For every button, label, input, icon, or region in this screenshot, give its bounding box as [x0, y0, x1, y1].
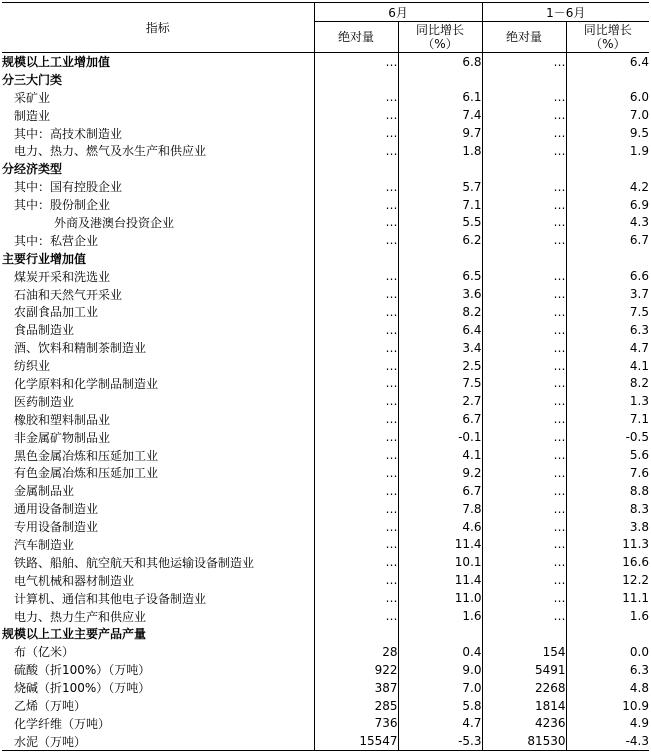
- cum-abs-cell: …: [482, 124, 566, 142]
- cum-abs-cell: 4236: [482, 714, 566, 732]
- month-yoy-cell: 6.5: [398, 267, 482, 285]
- month-yoy-cell: 5.8: [398, 697, 482, 715]
- cum-yoy-cell: 16.6: [566, 553, 649, 571]
- table-row: [2, 231, 649, 249]
- month-yoy-cell: 3.4: [398, 339, 482, 357]
- cum-abs-cell: …: [482, 589, 566, 607]
- section-row: [2, 70, 649, 88]
- cum-yoy-cell: 7.1: [566, 410, 649, 428]
- cum-yoy-cell: 1.3: [566, 392, 649, 410]
- cum-yoy-cell: 1.9: [566, 142, 649, 160]
- month-yoy-cell: 6.2: [398, 231, 482, 249]
- cum-abs-cell: 2268: [482, 679, 566, 697]
- cum-yoy-cell: 10.9: [566, 697, 649, 715]
- table-row: [2, 679, 649, 697]
- table-row: [2, 357, 649, 375]
- table-row: [2, 732, 649, 750]
- table-row: [2, 196, 649, 214]
- cum-abs-cell: …: [482, 88, 566, 106]
- row-label: 其中：高技术制造业: [14, 126, 123, 141]
- cum-abs-cell: [482, 249, 566, 267]
- month-yoy-cell: [398, 160, 482, 178]
- month-abs-cell: …: [314, 321, 398, 339]
- month-abs-cell: …: [314, 196, 398, 214]
- month-yoy-header: [398, 22, 482, 53]
- cum-abs-cell: …: [482, 553, 566, 571]
- table-row: [2, 178, 649, 196]
- cum-abs-cell: …: [482, 518, 566, 536]
- month-yoy-cell: 9.7: [398, 124, 482, 142]
- table-row: [2, 88, 649, 106]
- cum-abs-cell: …: [482, 357, 566, 375]
- month-yoy-cell: -0.1: [398, 428, 482, 446]
- month-yoy-cell: 10.1: [398, 553, 482, 571]
- cum-yoy-cell: 4.1: [566, 357, 649, 375]
- month-yoy-cell: 7.4: [398, 106, 482, 124]
- cum-abs-cell: …: [482, 464, 566, 482]
- month-header: 6月: [314, 3, 482, 22]
- row-label: 橡胶和塑料制品业: [14, 412, 111, 427]
- cum-yoy-cell: 0.0: [566, 643, 649, 661]
- cum-abs-cell: …: [482, 536, 566, 554]
- row-label: 食品制造业: [14, 323, 75, 338]
- month-yoy-unit: （%）: [422, 37, 458, 51]
- cum-yoy-cell: 4.7: [566, 339, 649, 357]
- cum-yoy-unit: （%）: [590, 37, 626, 51]
- cum-abs-cell: [482, 70, 566, 88]
- row-label: 布（亿米）: [14, 645, 75, 660]
- month-yoy-cell: 7.0: [398, 679, 482, 697]
- table-row: [2, 214, 649, 232]
- cum-abs-cell: …: [482, 446, 566, 464]
- section-row: [2, 625, 649, 643]
- cum-abs-cell: …: [482, 428, 566, 446]
- month-yoy-cell: 5.5: [398, 214, 482, 232]
- month-yoy-cell: 6.1: [398, 88, 482, 106]
- month-abs-cell: …: [314, 178, 398, 196]
- month-abs-cell: [314, 160, 398, 178]
- cum-abs-cell: …: [482, 410, 566, 428]
- month-yoy-cell: 5.7: [398, 178, 482, 196]
- row-label: 石油和天然气开采业: [14, 287, 123, 302]
- cum-abs-cell: …: [482, 500, 566, 518]
- cum-yoy-cell: [566, 70, 649, 88]
- month-abs-cell: …: [314, 124, 398, 142]
- month-abs-cell: …: [314, 285, 398, 303]
- month-abs-cell: …: [314, 410, 398, 428]
- cum-yoy-cell: 7.0: [566, 106, 649, 124]
- row-label: 电气机械和器材制造业: [14, 573, 135, 588]
- cum-abs-cell: 154: [482, 643, 566, 661]
- month-yoy-cell: [398, 249, 482, 267]
- month-abs-cell: …: [314, 571, 398, 589]
- cumulative-header: 1－6月: [482, 3, 649, 22]
- month-yoy-cell: 6.7: [398, 410, 482, 428]
- cum-yoy-cell: 4.2: [566, 178, 649, 196]
- table-row: [2, 714, 649, 732]
- month-abs-cell: …: [314, 142, 398, 160]
- cum-abs-cell: …: [482, 303, 566, 321]
- cum-abs-cell: …: [482, 321, 566, 339]
- month-abs-cell: …: [314, 428, 398, 446]
- cum-yoy-header: [566, 22, 649, 53]
- table-row: [2, 518, 649, 536]
- cum-abs-header: 绝对量: [482, 22, 566, 53]
- month-abs-cell: [314, 70, 398, 88]
- row-label: 水泥（万吨）: [2, 732, 314, 750]
- table-row: [2, 124, 649, 142]
- cum-abs-cell: …: [482, 607, 566, 625]
- row-label: 金属制品业: [14, 484, 75, 499]
- table-row: [2, 643, 649, 661]
- row-label: 采矿业: [14, 90, 51, 105]
- cum-yoy-cell: 8.3: [566, 500, 649, 518]
- month-yoy-cell: 11.4: [398, 571, 482, 589]
- section-row: [2, 53, 649, 71]
- month-abs-cell: …: [314, 303, 398, 321]
- row-label: 纺织业: [14, 359, 51, 374]
- month-yoy-cell: -5.3: [398, 732, 482, 750]
- row-label: 电力、热力生产和供应业: [14, 609, 147, 624]
- month-yoy-label: 同比增长: [416, 23, 465, 37]
- month-abs-cell: …: [314, 536, 398, 554]
- table-row: [2, 571, 649, 589]
- cum-abs-cell: …: [482, 178, 566, 196]
- month-yoy-cell: 6.4: [398, 321, 482, 339]
- month-abs-cell: …: [314, 106, 398, 124]
- section-row: [2, 160, 649, 178]
- table-row: [2, 142, 649, 160]
- row-label: 铁路、船舶、航空航天和其他运输设备制造业: [14, 555, 255, 570]
- cum-yoy-cell: 5.6: [566, 446, 649, 464]
- cum-yoy-cell: 6.4: [566, 53, 649, 71]
- month-yoy-cell: 6.8: [398, 53, 482, 71]
- cum-yoy-cell: 3.7: [566, 285, 649, 303]
- row-label: 电力、热力、燃气及水生产和供应业: [14, 144, 207, 159]
- row-label: 化学纤维（万吨）: [14, 716, 111, 731]
- month-abs-cell: …: [314, 231, 398, 249]
- row-label: 化学原料和化学制品制造业: [14, 376, 159, 391]
- cum-abs-cell: …: [482, 285, 566, 303]
- row-label: 黑色金属冶炼和压延加工业: [14, 448, 159, 463]
- month-yoy-cell: 1.6: [398, 607, 482, 625]
- month-yoy-cell: 4.6: [398, 518, 482, 536]
- cum-yoy-cell: 12.2: [566, 571, 649, 589]
- cum-abs-cell: …: [482, 392, 566, 410]
- month-yoy-cell: 2.5: [398, 357, 482, 375]
- table-row: [2, 339, 649, 357]
- month-yoy-cell: 8.2: [398, 303, 482, 321]
- row-label: 其中：私营企业: [14, 233, 99, 248]
- row-label: 有色金属冶炼和压延加工业: [14, 466, 159, 481]
- month-abs-cell: …: [314, 375, 398, 393]
- row-label: 其中：股份制企业: [14, 198, 111, 213]
- table-row: [2, 106, 649, 124]
- cum-abs-cell: 5491: [482, 661, 566, 679]
- cum-yoy-cell: 11.1: [566, 589, 649, 607]
- row-label: 规模以上工业增加值: [2, 55, 111, 70]
- cum-yoy-cell: -4.3: [566, 732, 649, 750]
- cum-abs-cell: …: [482, 482, 566, 500]
- month-abs-cell: …: [314, 267, 398, 285]
- row-label: 非金属矿物制品业: [14, 430, 111, 445]
- row-label: 其中：国有控股企业: [14, 180, 123, 195]
- row-label: 酒、饮料和精制茶制造业: [14, 341, 147, 356]
- month-yoy-cell: 7.5: [398, 375, 482, 393]
- cum-abs-cell: 1814: [482, 697, 566, 715]
- month-abs-cell: …: [314, 589, 398, 607]
- table-row: [2, 267, 649, 285]
- cum-abs-cell: …: [482, 339, 566, 357]
- month-abs-cell: …: [314, 553, 398, 571]
- cum-yoy-cell: 4.8: [566, 679, 649, 697]
- month-abs-cell: …: [314, 357, 398, 375]
- month-yoy-cell: 9.0: [398, 661, 482, 679]
- cum-yoy-cell: 6.9: [566, 196, 649, 214]
- table-row: [2, 410, 649, 428]
- cum-yoy-cell: 6.7: [566, 231, 649, 249]
- month-abs-cell: …: [314, 482, 398, 500]
- table-row: [2, 446, 649, 464]
- table-row: [2, 553, 649, 571]
- month-yoy-cell: 2.7: [398, 392, 482, 410]
- month-abs-header: 绝对量: [314, 22, 398, 53]
- month-abs-cell: 15547: [314, 732, 398, 750]
- row-label: 乙烯（万吨）: [14, 699, 87, 713]
- table-row: [2, 392, 649, 410]
- row-label: 医药制造业: [14, 394, 75, 409]
- cum-yoy-cell: [566, 249, 649, 267]
- cum-yoy-cell: 8.8: [566, 482, 649, 500]
- month-abs-cell: [314, 249, 398, 267]
- industrial-statistics-table: [2, 2, 649, 751]
- month-yoy-cell: 3.6: [398, 285, 482, 303]
- cum-yoy-cell: 3.8: [566, 518, 649, 536]
- table-row: [2, 464, 649, 482]
- table-row: [2, 500, 649, 518]
- month-abs-cell: …: [314, 518, 398, 536]
- cum-abs-cell: …: [482, 106, 566, 124]
- cum-yoy-cell: 7.5: [566, 303, 649, 321]
- section-row: [2, 249, 649, 267]
- month-abs-cell: 285: [314, 697, 398, 715]
- row-label: 煤炭开采和洗选业: [14, 269, 111, 284]
- cum-abs-cell: 81530: [482, 732, 566, 750]
- month-yoy-cell: 4.7: [398, 714, 482, 732]
- month-yoy-cell: 7.1: [398, 196, 482, 214]
- table-row: [2, 536, 649, 554]
- month-yoy-cell: 6.7: [398, 482, 482, 500]
- table-row: [2, 482, 649, 500]
- month-abs-cell: …: [314, 446, 398, 464]
- row-label: 主要行业增加值: [2, 251, 87, 266]
- row-label: 制造业: [14, 108, 51, 123]
- row-label: 农副食品加工业: [14, 305, 99, 320]
- cum-yoy-cell: 6.6: [566, 267, 649, 285]
- month-abs-cell: …: [314, 88, 398, 106]
- month-yoy-cell: 0.4: [398, 643, 482, 661]
- cum-yoy-cell: [566, 625, 649, 643]
- cum-yoy-cell: [566, 160, 649, 178]
- month-abs-cell: …: [314, 500, 398, 518]
- cum-abs-cell: …: [482, 571, 566, 589]
- table-body: [2, 53, 649, 751]
- cum-abs-cell: …: [482, 267, 566, 285]
- month-yoy-cell: 7.8: [398, 500, 482, 518]
- cum-abs-cell: …: [482, 142, 566, 160]
- cum-yoy-cell: 11.3: [566, 536, 649, 554]
- cum-yoy-cell: 8.2: [566, 375, 649, 393]
- table-row: [2, 321, 649, 339]
- month-yoy-cell: 11.4: [398, 536, 482, 554]
- cum-abs-cell: [482, 160, 566, 178]
- month-abs-cell: …: [314, 214, 398, 232]
- row-label: 专用设备制造业: [14, 520, 99, 535]
- cum-yoy-cell: 4.3: [566, 214, 649, 232]
- month-yoy-cell: [398, 625, 482, 643]
- month-yoy-cell: 11.0: [398, 589, 482, 607]
- cum-yoy-cell: -0.5: [566, 428, 649, 446]
- table-row: [2, 285, 649, 303]
- cum-yoy-cell: 6.3: [566, 661, 649, 679]
- month-yoy-cell: [398, 70, 482, 88]
- month-abs-cell: 736: [314, 714, 398, 732]
- month-yoy-cell: 1.8: [398, 142, 482, 160]
- month-abs-cell: [314, 625, 398, 643]
- month-yoy-cell: 9.2: [398, 464, 482, 482]
- cum-yoy-cell: 6.3: [566, 321, 649, 339]
- table-row: [2, 303, 649, 321]
- cum-abs-cell: …: [482, 231, 566, 249]
- row-label: 规模以上工业主要产品产量: [2, 627, 147, 642]
- cum-yoy-cell: 6.0: [566, 88, 649, 106]
- row-label: 分经济类型: [2, 162, 63, 177]
- cum-abs-cell: …: [482, 196, 566, 214]
- cum-yoy-label: 同比增长: [583, 23, 632, 37]
- month-abs-cell: 922: [314, 661, 398, 679]
- indicator-header: 指标: [2, 3, 314, 53]
- month-abs-cell: …: [314, 464, 398, 482]
- table-row: [2, 428, 649, 446]
- row-label: 烧碱（折100%）（万吨）: [14, 681, 151, 696]
- cum-abs-cell: …: [482, 375, 566, 393]
- table-row: [2, 697, 649, 715]
- month-abs-cell: 387: [314, 679, 398, 697]
- month-abs-cell: 28: [314, 643, 398, 661]
- row-label: 通用设备制造业: [14, 502, 99, 517]
- cum-yoy-cell: 9.5: [566, 124, 649, 142]
- cum-yoy-cell: 7.6: [566, 464, 649, 482]
- table-row: [2, 661, 649, 679]
- cum-abs-cell: [482, 625, 566, 643]
- row-label: 计算机、通信和其他电子设备制造业: [14, 591, 207, 606]
- month-yoy-cell: 4.1: [398, 446, 482, 464]
- month-abs-cell: …: [314, 607, 398, 625]
- row-label: 分三大门类: [2, 72, 63, 87]
- cum-yoy-cell: 1.6: [566, 607, 649, 625]
- cum-abs-cell: …: [482, 53, 566, 71]
- month-abs-cell: …: [314, 53, 398, 71]
- cum-yoy-cell: 4.9: [566, 714, 649, 732]
- month-abs-cell: …: [314, 392, 398, 410]
- row-label: 硫酸（折100%）（万吨）: [14, 663, 151, 678]
- cum-abs-cell: …: [482, 214, 566, 232]
- table-row: [2, 589, 649, 607]
- table-row: [2, 375, 649, 393]
- month-abs-cell: …: [314, 339, 398, 357]
- row-label: 汽车制造业: [14, 537, 75, 552]
- row-label: 外商及港澳台投资企业: [54, 215, 175, 230]
- table-row: [2, 607, 649, 625]
